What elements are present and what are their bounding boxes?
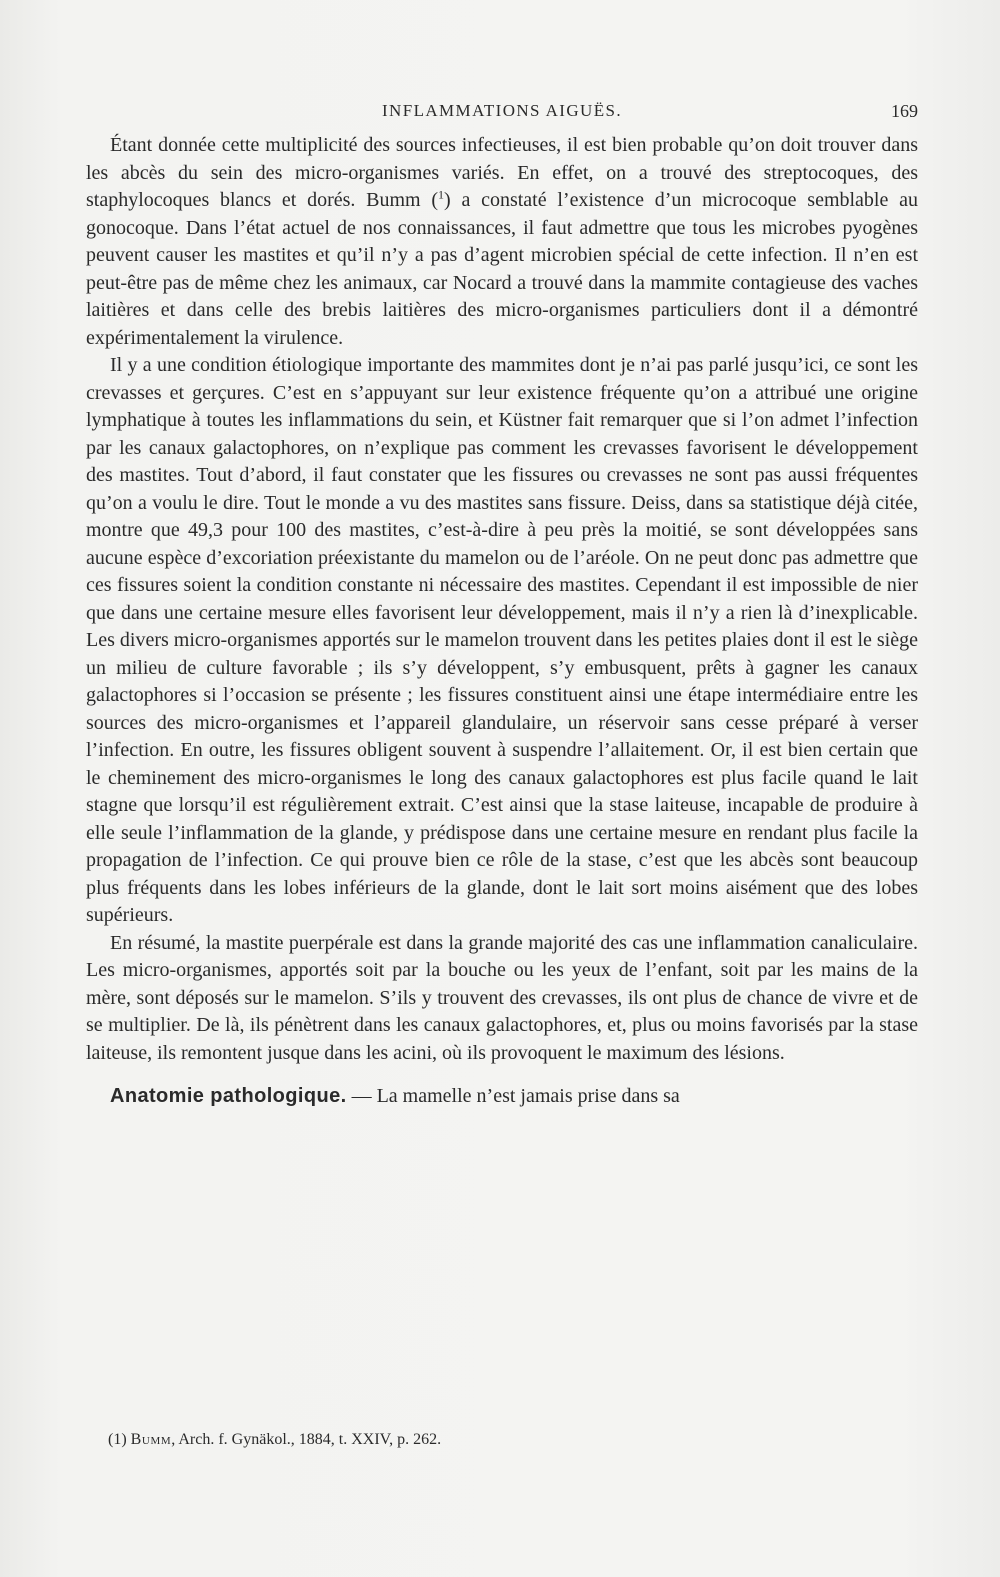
footnote-author: Bumm	[130, 1431, 172, 1448]
footnote-source: , Arch. f. Gynäkol., 1884, t. XXIV, p. 262.	[171, 1431, 442, 1448]
body-text	[86, 132, 918, 1111]
running-head	[86, 98, 918, 124]
footnote	[108, 1428, 808, 1452]
paragraph-text: Étant donnée cette multiplicité des sources infectieuses, il est bien probable qu’on doit trouver dans les abcès du sein des micro-organismes variés. En effet, on a trouvé des streptocoques, des staphylocoques blancs et dorés. Bumm (	[86, 134, 918, 211]
paragraph-anatomy	[86, 1083, 918, 1111]
paragraph-sources-of-infection	[86, 132, 918, 352]
footnote-reference: 1	[438, 187, 445, 202]
section-heading: Anatomie pathologique.	[110, 1085, 347, 1107]
paragraph-text: — La mamelle n’est jamais prise dans sa	[346, 1085, 680, 1107]
running-title: INFLAMMATIONS AIGUËS.	[381, 101, 623, 120]
footnote-marker: (1)	[108, 1431, 127, 1448]
paragraph-summary: En résumé, la mastite puerpérale est dans la grande majorité des cas une inflammation canaliculaire. Les micro-organismes, apportés soit par la bouche ou les yeux de l’enfant, soit par les mains de la mère, sont déposés sur le mamelon. S’ils y trouvent des crevasses, ils ont plus de chance de vivre et de se multiplier. De là, ils pénètrent dans les canaux galactophores, et, plus ou moins favorisés par la stase laiteuse, ils remontent jusque dans les acini, où ils provoquent le maximum des lésions.	[86, 931, 918, 1064]
paragraph-text: ) a constaté l’existence d’un microcoque semblable au gonocoque. Dans l’état actuel de nos connaissances, il faut admettre que tous les microbes pyogènes peuvent causer les mastites et qu’il n’y a pas d’agent microbien spécial de cette infection. Il n’en est peut-être pas de même chez les animaux, car Nocard a trouvé dans la mammite contagieuse des vaches laitières et dans celle des brebis laitières des micro-organismes particuliers dont il a démontré expérimentalement la virulence.	[86, 189, 918, 349]
paragraph-crevasses: Il y a une condition étiologique importante des mammites dont je n’ai pas parlé jusqu’ici, ce sont les crevasses et gerçures. C’est en s’appuyant sur leur existence fréquente qu’on a attribué une origine lymphatique à toutes les inflammations du sein, et Küstner fait remarquer que si l’on admet l’infection par les canaux galactophores, on n’explique pas comment les crevasses favorisent le développement des mastites. Tout d’abord, il faut constater que les fissures ou crevasses ne sont pas aussi fréquentes qu’on a voulu le dire. Tout le monde a vu des mastites sans fissure. Deiss, dans sa statistique déjà citée, montre que 49,3 pour 100 des mastites, c’est-à-dire à peu près la moitié, se sont développées sans aucune espèce d’excoriation préexistante du mamelon ou de l’aréole. On ne peut donc pas admettre que ces fissures soient la condition constante ni nécessaire des mastites. Cependant il est impossible de nier que dans une certaine mesure elles favorisent leur développement, mais il n’y a rien là d’inexplicable. Les divers micro-organismes apportés sur le mamelon trouvent dans les petites plaies dont il est le siège un milieu de culture favorable ; ils s’y développent, s’y embusquent, prêts à gagner les canaux galactophores si l’occasion se présente ; les fissures constituent ainsi une étape intermédiaire entre les sources des micro-organismes et l’appareil glandulaire, un réservoir sans cesse préparé à verser l’infection. En outre, les fissures obligent souvent à suspendre l’allaitement. Or, il est bien certain que le cheminement des micro-organismes le long des canaux galactophores est plus facile quand le lait stagne que lorsqu’il est régulièrement extrait. C’est ainsi que la stase laiteuse, incapable de produire à elle seule l’inflammation de la glande, y prédispose dans une certaine mesure en rendant plus facile la propagation de l’infection. Ce qui prouve bien ce rôle de la stase, c’est que les abcès sont beaucoup plus fréquents dans les lobes inférieurs de la glande, dont le lait sort moins aisément que des lobes supérieurs.	[86, 354, 918, 926]
page-number: 169	[891, 101, 918, 121]
